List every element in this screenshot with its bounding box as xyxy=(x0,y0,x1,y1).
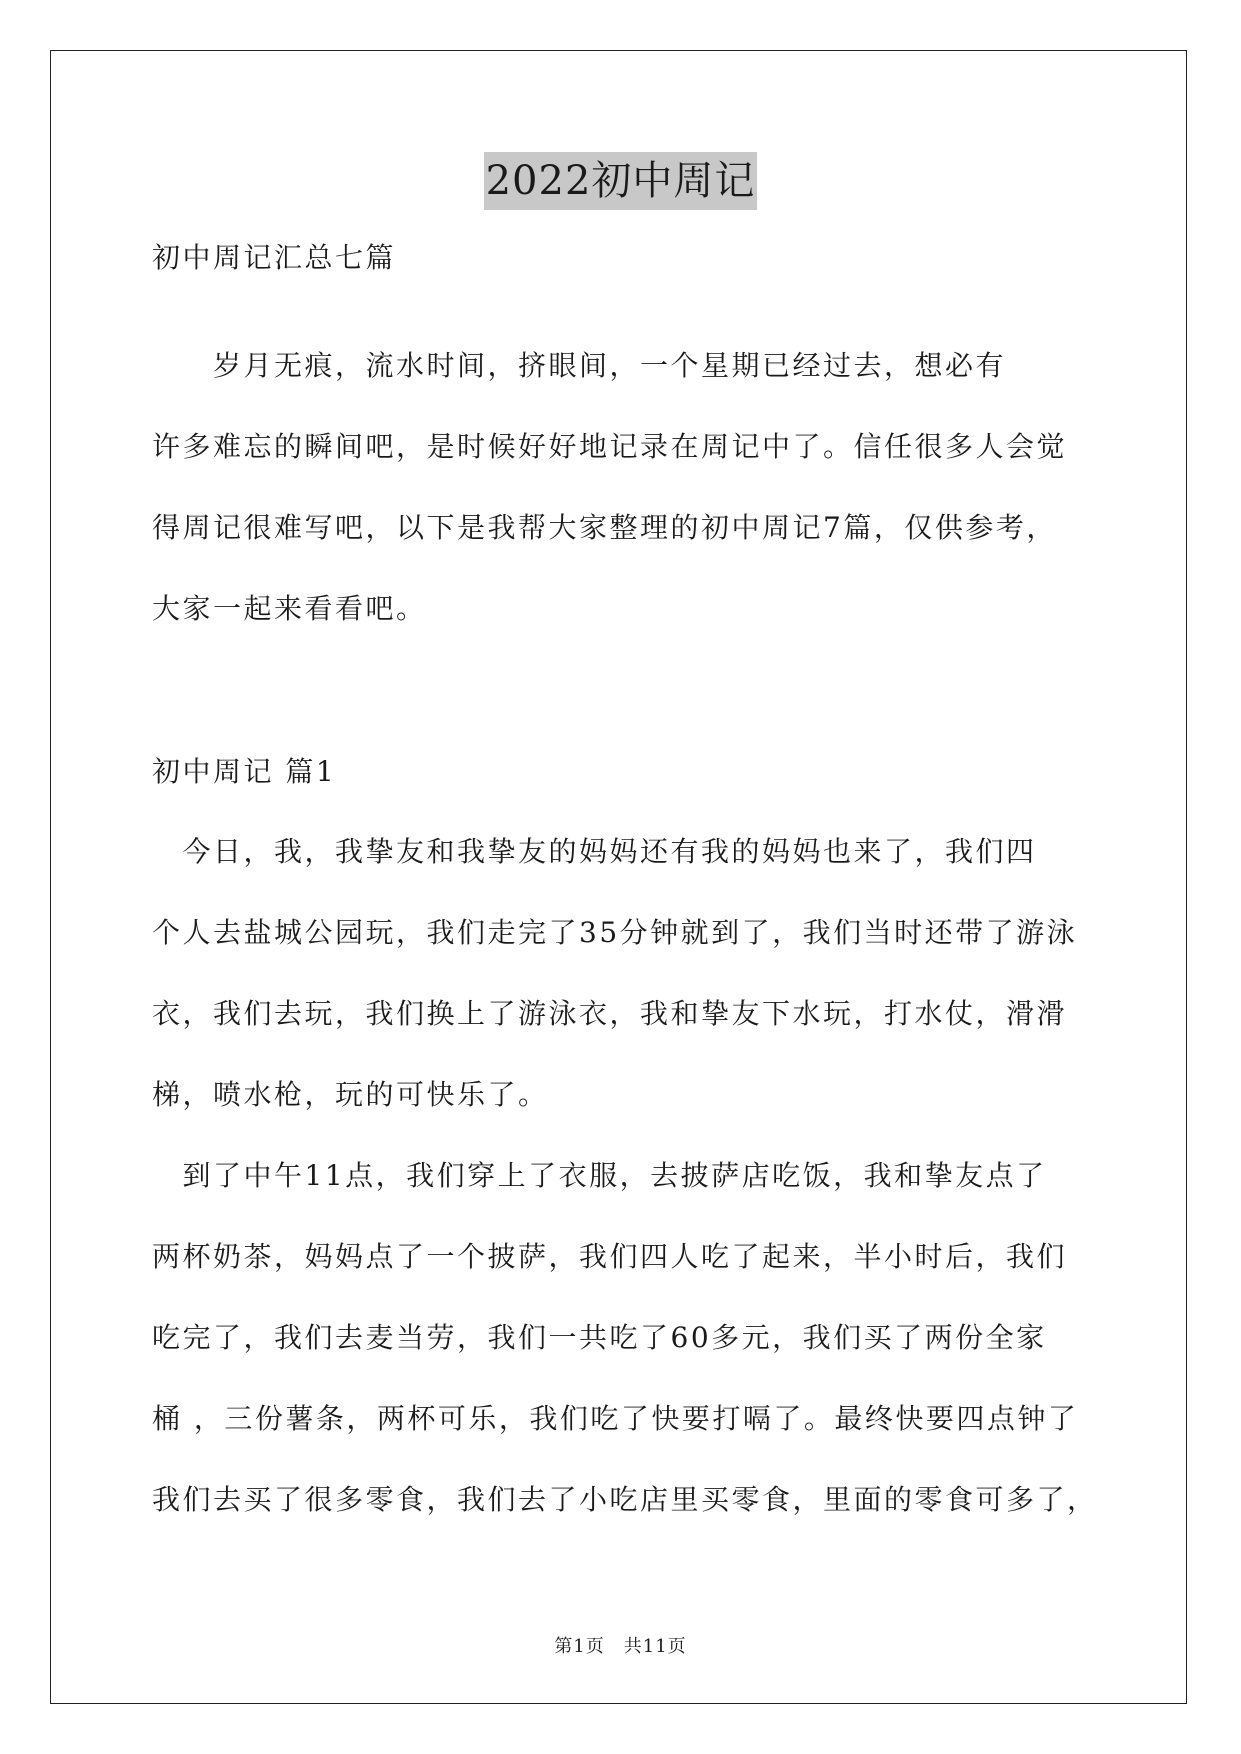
title-container xyxy=(0,152,1241,210)
paragraph-line: 我们去买了很多零食，我们去了小吃店里买零食，里面的零食可多了， xyxy=(152,1483,1098,1516)
intro-paragraph xyxy=(152,346,1092,629)
subtitle xyxy=(152,238,1092,278)
paragraph-line: 个人去盐城公园玩，我们走完了35分钟就到了，我们当时还带了游泳 xyxy=(152,916,1078,949)
paragraph-2 xyxy=(152,1156,1098,1520)
intro-line: 大家一起来看看吧。 xyxy=(152,592,427,625)
paragraph-line: 今日，我，我挚友和我挚友的妈妈还有我的妈妈也来了，我们四 xyxy=(152,835,1037,868)
section-heading-line: 初中周记 篇1 xyxy=(152,755,337,788)
paragraph-line: 到了中午11点，我们穿上了衣服，去披萨店吃饭，我和挚友点了 xyxy=(152,1159,1047,1192)
paragraph-line: 衣，我们去玩，我们换上了游泳衣，我和挚友下水玩，打水仗，滑滑 xyxy=(152,997,1068,1030)
paragraph-1 xyxy=(152,832,1092,1115)
section-heading xyxy=(152,752,1092,792)
paragraph-line: 梯，喷水枪，玩的可快乐了。 xyxy=(152,1078,549,1111)
intro-line: 得周记很难写吧，以下是我帮大家整理的初中周记7篇，仅供参考， xyxy=(152,511,1057,544)
document-title: 2022初中周记 xyxy=(484,152,758,210)
intro-line: 岁月无痕，流水时间，挤眼间，一个星期已经过去，想必有 xyxy=(152,349,1007,382)
paragraph-line: 吃完了，我们去麦当劳，我们一共吃了60多元，我们买了两份全家 xyxy=(152,1321,1047,1354)
subtitle-line: 初中周记汇总七篇 xyxy=(152,241,397,274)
page-number-footer: 第1页 共11页 xyxy=(554,1636,687,1657)
paragraph-line: 桶 ，三份薯条，两杯可乐，我们吃了快要打嗝了。最终快要四点钟了 xyxy=(152,1402,1079,1435)
intro-line: 许多难忘的瞬间吧，是时候好好地记录在周记中了。信任很多人会觉 xyxy=(152,430,1068,463)
paragraph-line: 两杯奶茶，妈妈点了一个披萨，我们四人吃了起来，半小时后，我们 xyxy=(152,1240,1068,1273)
